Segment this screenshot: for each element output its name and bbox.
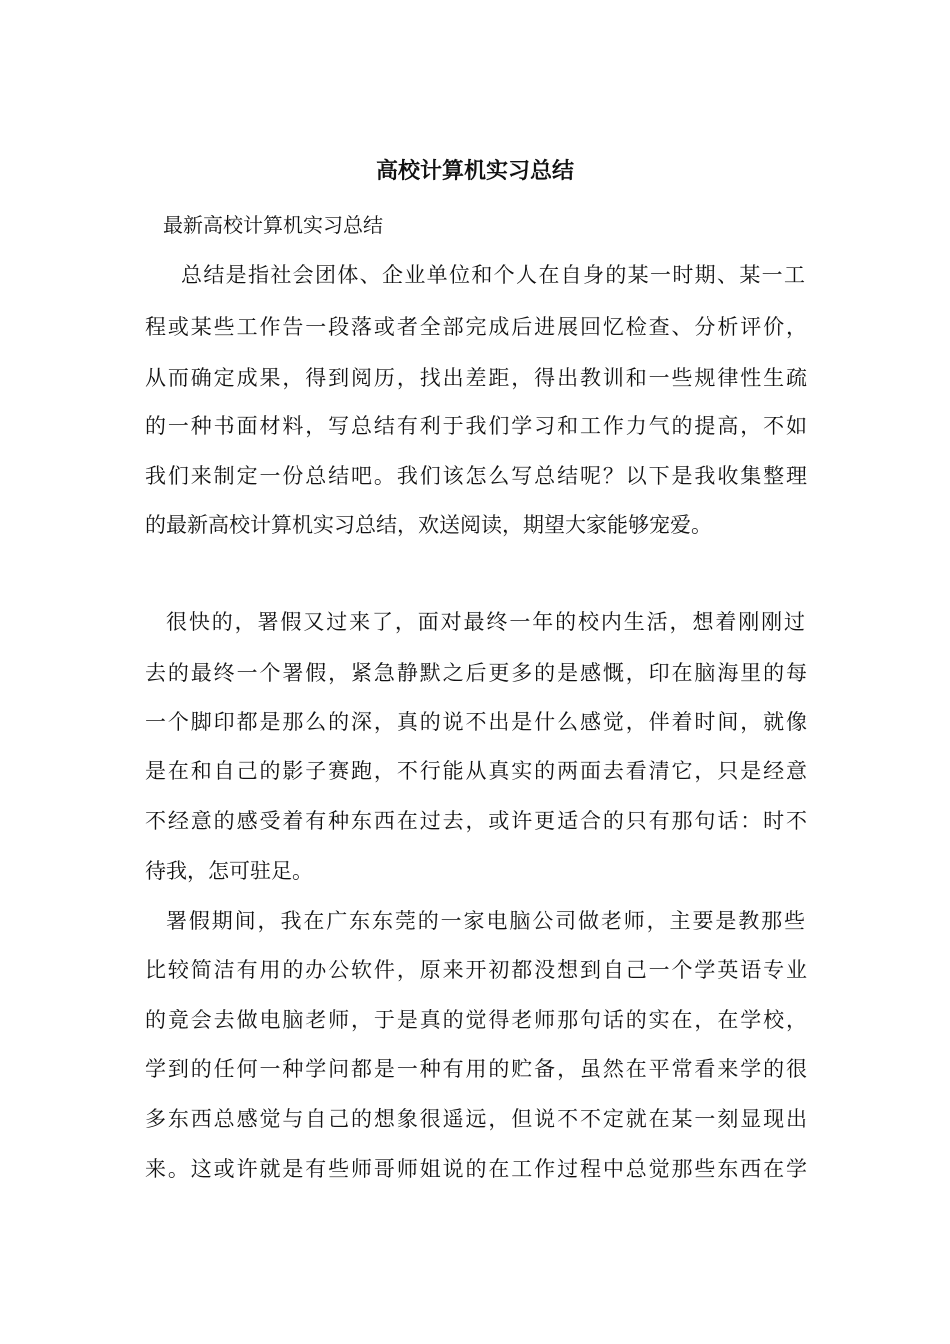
paragraph-1-line-6: 的最新高校计算机实习总结，欢送阅读，期望大家能够宠爱。 <box>145 513 712 537</box>
paragraph-2-line-3: 一个脚印都是那么的深，真的说不出是什么感觉，伴着时间，就像 <box>145 710 807 734</box>
paragraph-3-line-1: 署假期间，我在广东东莞的一家电脑公司做老师，主要是教那些 <box>166 909 805 933</box>
paragraph-3-line-3: 的竟会去做电脑老师，于是真的觉得老师那句话的实在，在学校， <box>145 1008 807 1032</box>
paragraph-1-line-4: 的一种书面材料，写总结有利于我们学习和工作力气的提高，不如 <box>145 414 807 438</box>
paragraph-2-line-6: 待我，怎可驻足。 <box>145 859 313 883</box>
paragraph-2-line-4: 是在和自己的影子赛跑，不行能从真实的两面去看清它，只是经意 <box>145 759 807 783</box>
paragraph-3-line-4: 学到的任何一种学问都是一种有用的贮备，虽然在平常看来学的很 <box>145 1057 807 1081</box>
paragraph-1-line-5: 我们来制定一份总结吧。我们该怎么写总结呢？以下是我收集整理 <box>145 464 807 488</box>
paragraph-3-line-2: 比较简洁有用的办公软件，原来开初都没想到自己一个学英语专业 <box>145 958 807 982</box>
paragraph-1-line-2: 程或某些工作告一段落或者全部完成后进展回忆检查、分析评价， <box>145 315 807 339</box>
document-subtitle: 最新高校计算机实习总结 <box>163 213 383 237</box>
document-title: 高校计算机实习总结 <box>375 158 574 184</box>
paragraph-3-line-5: 多东西总感觉与自己的想象很遥远，但说不不定就在某一刻显现出 <box>145 1107 807 1131</box>
paragraph-2-line-1: 很快的，署假又过来了，面对最终一年的校内生活，想着刚刚过 <box>166 610 805 634</box>
paragraph-2-line-5: 不经意的感受着有种东西在过去，或许更适合的只有那句话：时不 <box>145 809 807 833</box>
paragraph-2-line-2: 去的最终一个署假，紧急静默之后更多的是感慨，印在脑海里的每 <box>145 661 807 685</box>
paragraph-1-line-1: 总结是指社会团体、企业单位和个人在自身的某一时期、某一工 <box>181 263 805 287</box>
paragraph-3-line-6: 来。这或许就是有些师哥师姐说的在工作过程中总觉那些东西在学 <box>145 1157 807 1181</box>
paragraph-1-line-3: 从而确定成果，得到阅历，找出差距，得出教训和一些规律性生疏 <box>145 366 807 390</box>
